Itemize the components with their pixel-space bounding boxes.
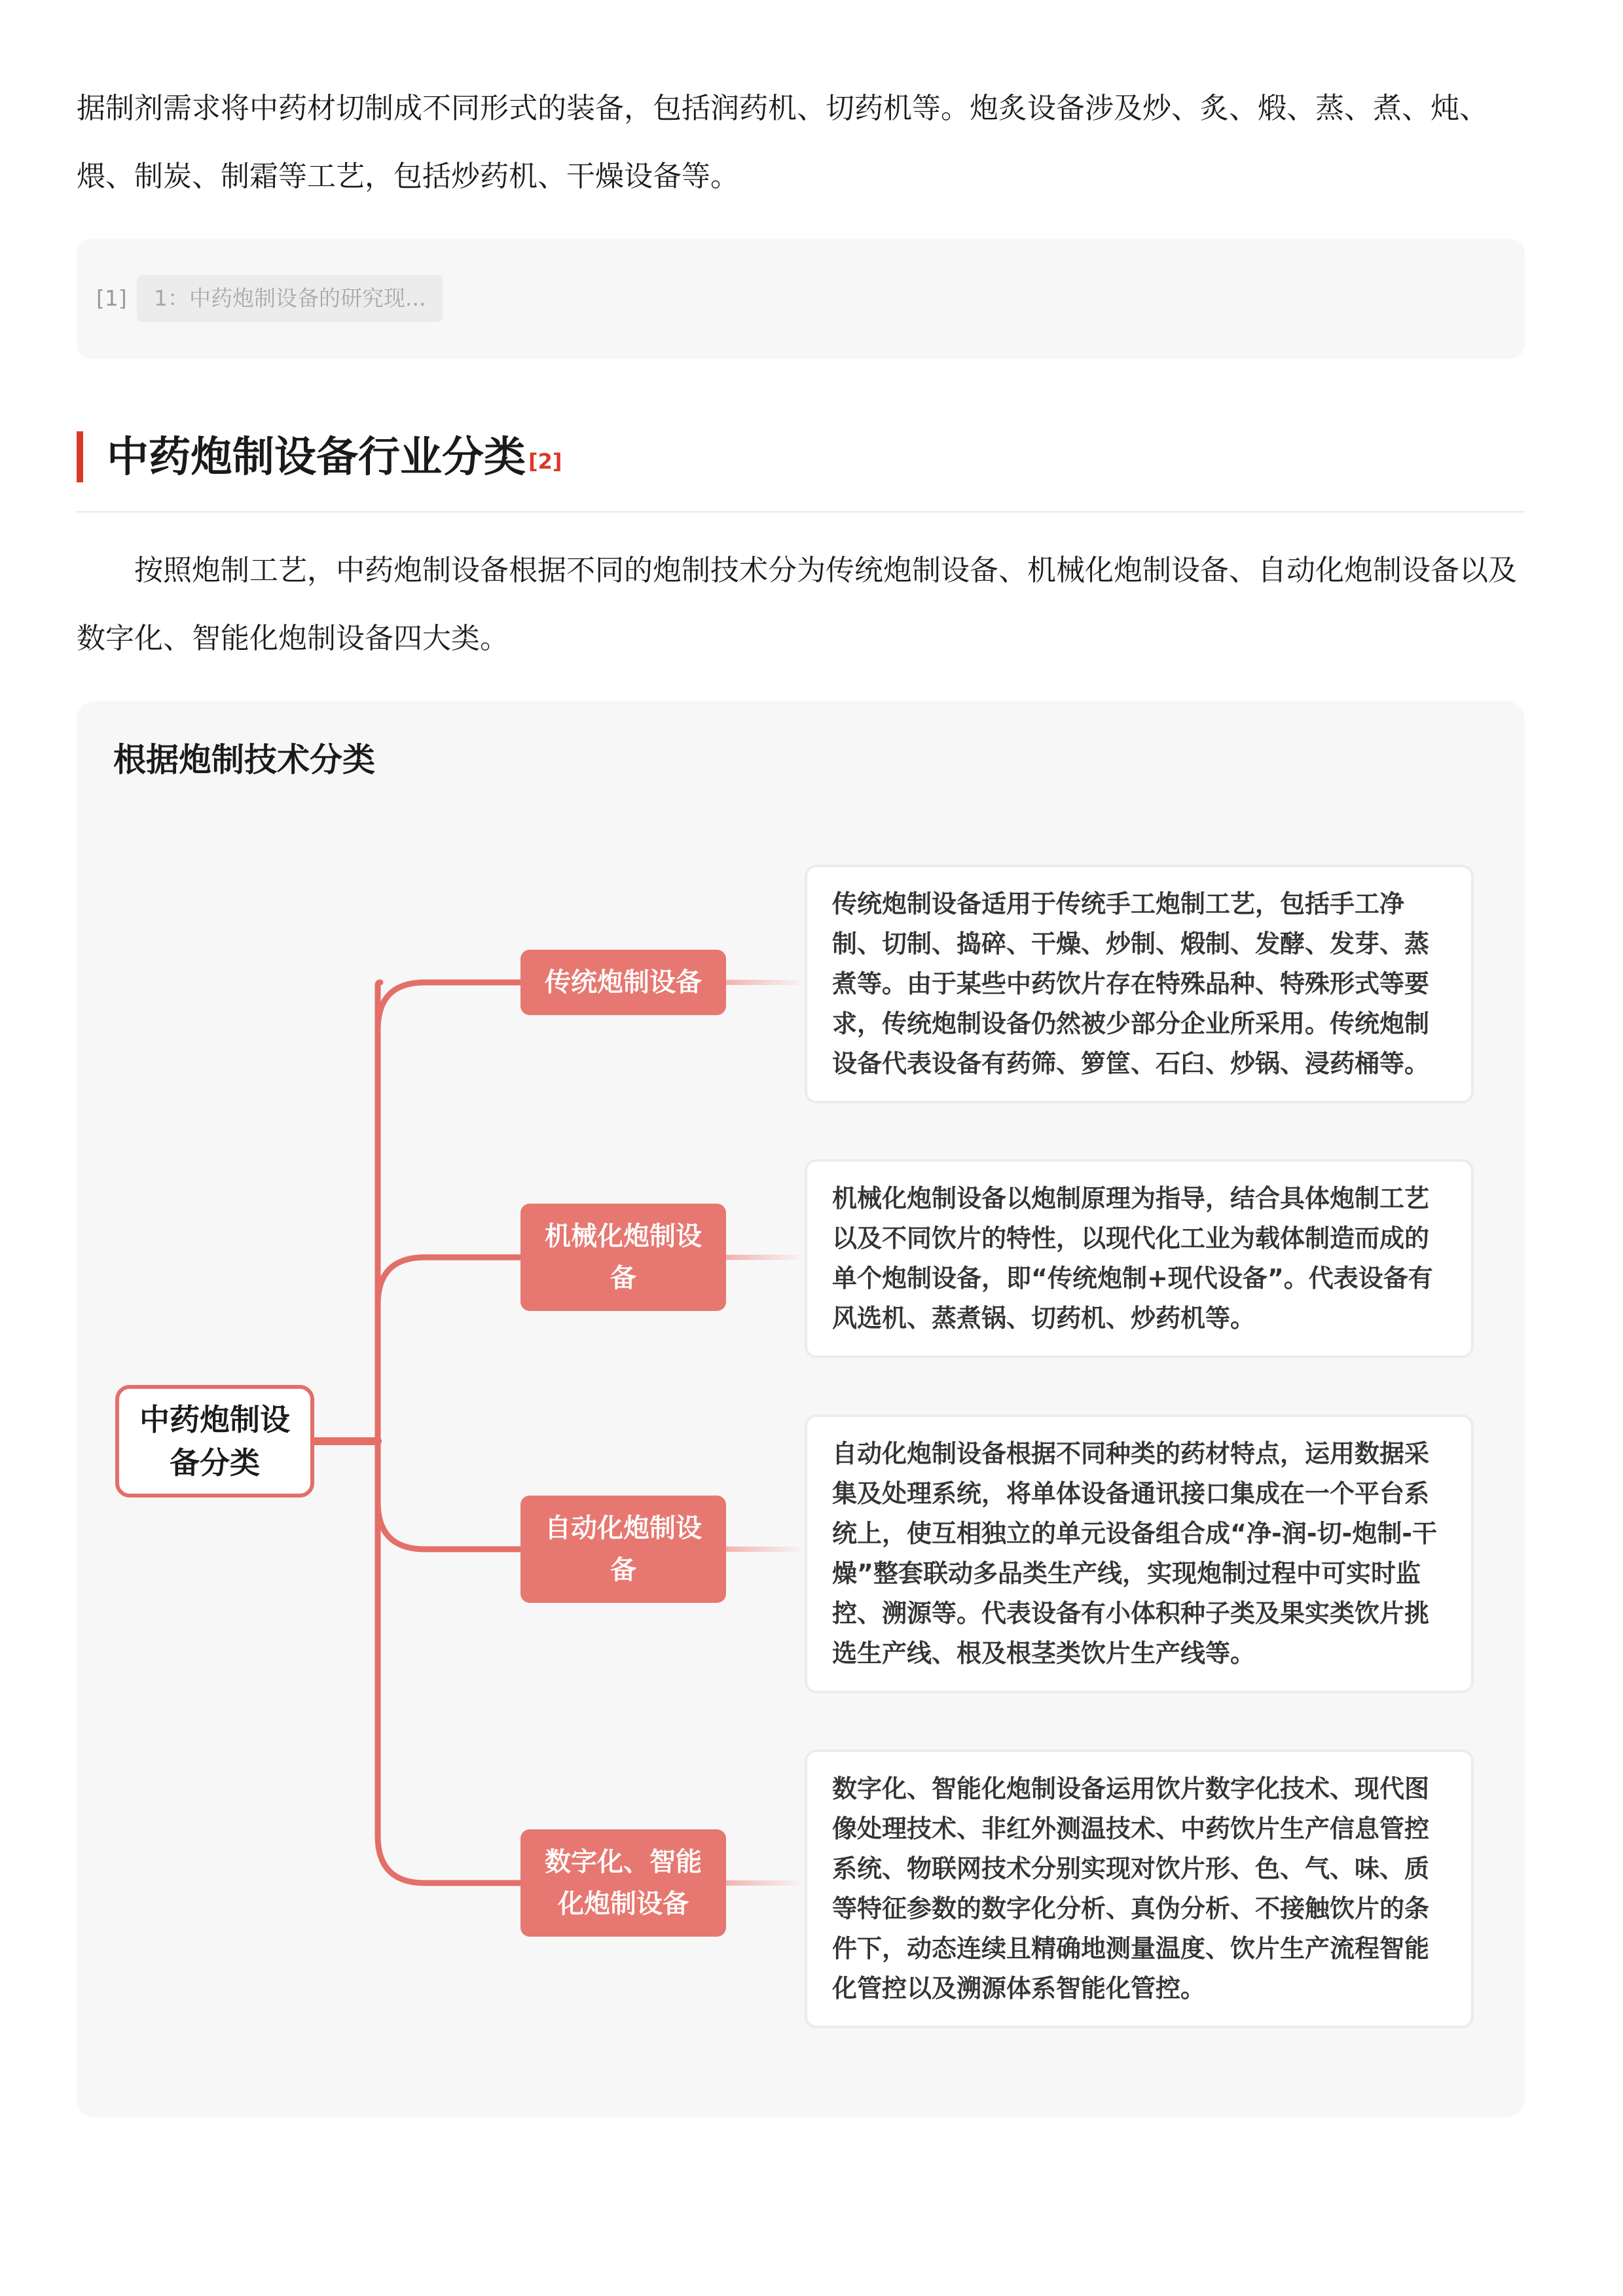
desc-connector-3 <box>726 1547 805 1552</box>
reference-box <box>77 239 1525 359</box>
section-title <box>107 429 562 486</box>
section-paragraph: 按照炮制工艺，中药炮制设备根据不同的炮制技术分为传统炮制设备、机械化炮制设备、自动化炮制设备以及数字化、智能化炮制设备四大类。 <box>77 554 1517 655</box>
branch-node-traditional: 传统炮制设备 <box>520 950 726 1015</box>
branch-connector-2 <box>378 1257 520 1304</box>
reference-link[interactable]: 1：中药炮制设备的研究现... <box>137 275 443 322</box>
section-heading <box>77 429 1525 512</box>
branch-desc-mechanized: 机械化炮制设备以炮制原理为指导，结合具体炮制工艺以及不同饮片的特性，以现代化工业为载体制造而成的单个炮制设备，即“传统炮制+现代设备”。代表设备有风选机、蒸煮锅、切药机、炒药机等。 <box>805 1159 1474 1358</box>
reference-number: [1] <box>96 285 127 311</box>
desc-connector-4 <box>726 1880 805 1886</box>
diagram-title: 根据炮制技术分类 <box>113 741 375 779</box>
desc-connector-2 <box>726 1255 805 1260</box>
branch-connector-1 <box>378 982 520 1441</box>
heading-accent-bar <box>77 431 83 482</box>
branch-node-mechanized: 机械化炮制设备 <box>520 1204 726 1311</box>
branch-connector-4 <box>378 1441 520 1883</box>
section-reference-link[interactable]: [2] <box>528 449 562 474</box>
root-node: 中药炮制设备分类 <box>115 1385 314 1498</box>
branch-node-automated: 自动化炮制设备 <box>520 1496 726 1603</box>
branch-desc-traditional: 传统炮制设备适用于传统手工炮制工艺，包括手工净制、切制、捣碎、干燥、炒制、煅制、发酵、发芽、蒸煮等。由于某些中药饮片存在特殊品种、特殊形式等要求，传统炮制设备仍然被少部分企业所采用。传统炮制设备代表设备有药筛、箩筐、石臼、炒锅、浸药桶等。 <box>805 865 1474 1103</box>
branch-desc-digital: 数字化、智能化炮制设备运用饮片数字化技术、现代图像处理技术、非红外测温技术、中药饮片生产信息管控系统、物联网技术分别实现对饮片形、色、气、味、质等特征参数的数字化分析、真伪分析、不接触饮片的条件下，动态连续且精确地测量温度、饮片生产流程智能化管控以及溯源体系智能化管控。 <box>805 1749 1474 2028</box>
classification-diagram-panel <box>77 701 1525 2117</box>
desc-connector-1 <box>726 980 805 985</box>
branch-desc-automated: 自动化炮制设备根据不同种类的药材特点，运用数据采集及处理系统，将单体设备通讯接口集成在一个平台系统上，使互相独立的单元设备组合成“净-润-切-炮制-干燥”整套联动多品类生产线，实现炮制过程中可实时监控、溯源等。代表设备有小体积种子类及果实类饮片挑选生产线、根及根茎类饮片生产线等。 <box>805 1414 1474 1693</box>
branch-node-digital: 数字化、智能化炮制设备 <box>520 1829 726 1937</box>
intro-paragraph: 据制剂需求将中药材切制成不同形式的装备，包括润药机、切药机等。炮炙设备涉及炒、炙、煅、蒸、煮、炖、煨、制炭、制霜等工艺，包括炒药机、干燥设备等。 <box>77 92 1488 193</box>
section-title-text: 中药炮制设备行业分类 <box>107 433 526 482</box>
branch-connector-3 <box>378 1502 520 1549</box>
